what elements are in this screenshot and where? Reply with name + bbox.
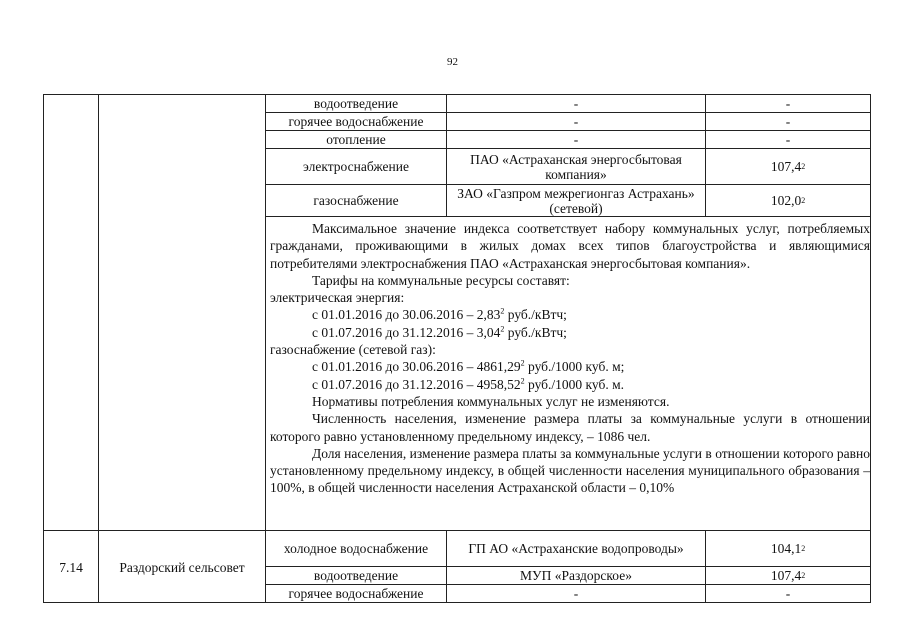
service-cell: водоотведение <box>313 96 399 111</box>
municipality-name: Раздорский сельсовет <box>119 559 245 575</box>
col-divider <box>98 94 99 603</box>
service-cell: отопление <box>326 132 386 147</box>
row-number: 7.14 <box>59 559 83 575</box>
tariff-line: с 01.07.2016 до 31.12.2016 – 4958,52$^2$ руб./1000 куб. м. <box>312 376 624 392</box>
tariff-line: с 01.01.2016 до 30.06.2016 – 2,83$^2$ руб./кВтч; <box>312 306 567 323</box>
index-cell: - <box>785 586 791 601</box>
paragraph-share: Доля населения, изменение размера платы за коммунальные услуги в отношении которого равно установленному предельному индексу, в общей численности населения муниципального образования – 100%, в общей численности населения Астраханской области – 0,10% <box>270 445 870 496</box>
row-divider <box>265 216 871 217</box>
index-cell: 107,4 2 <box>770 159 806 174</box>
page-number: 92 <box>447 56 458 68</box>
narrative-block <box>270 220 870 497</box>
paragraph-population: Численность населения, изменение размера платы за коммунальные услуги в отношении которого равно установленному предельному индексу, – 1086 чел. <box>270 411 870 444</box>
service-cell: водоотведение <box>313 568 399 583</box>
provider-cell: ГП АО «Астраханские водопроводы» <box>468 541 684 556</box>
paragraph-gas: газоснабжение (сетевой газ): <box>270 342 436 358</box>
index-cell: 104,1 2 <box>770 541 806 556</box>
index-cell: 107,4 2 <box>770 568 806 583</box>
provider-cell: - <box>573 132 579 147</box>
tariff-line: с 01.01.2016 до 30.06.2016 – 4861,29$^2$ руб./1000 куб. м; <box>312 358 625 375</box>
paragraph-tariffs: Тарифы на коммунальные ресурсы составят: <box>312 272 570 288</box>
provider-cell: ПАО «Астраханская энергосбытовая компания» <box>470 151 682 182</box>
index-value: 102,0 <box>770 193 802 208</box>
paragraph-electricity: электрическая энергия: <box>270 290 405 306</box>
index-cell: 102,0 2 <box>770 193 806 208</box>
provider-cell: - <box>573 586 579 601</box>
provider-cell: - <box>573 114 579 129</box>
service-cell: газоснабжение <box>313 193 399 208</box>
service-cell: горячее водоснабжение <box>288 114 424 129</box>
paragraph-norms: Нормативы потребления коммунальных услуг не изменяются. <box>312 393 670 409</box>
index-cell: - <box>785 132 791 147</box>
index-cell: - <box>785 96 791 111</box>
provider-cell: МУП «Раздорское» <box>520 568 632 583</box>
service-cell: холодное водоснабжение <box>283 541 429 556</box>
index-cell: - <box>785 114 791 129</box>
index-value: 104,1 <box>770 541 802 556</box>
paragraph-max-index: Максимальное значение индекса соответствует набору коммунальных услуг, потребляемых гражданами, проживающими в жилых домах всех типов благоустройства и являющимися потребителями электроснабжения ПАО «Астраханская энергосбытовая компания». <box>270 221 870 271</box>
service-cell: электроснабжение <box>303 159 409 174</box>
tariff-line: с 01.07.2016 до 31.12.2016 – 3,04$^2$ руб./кВтч; <box>312 324 567 340</box>
index-value: 107,4 <box>770 568 802 583</box>
index-value: 107,4 <box>770 159 802 174</box>
service-cell: горячее водоснабжение <box>288 586 424 601</box>
provider-cell: ЗАО «Газпром межрегионгаз Астрахань» (сетевой) <box>457 185 695 216</box>
provider-cell: - <box>573 96 579 111</box>
